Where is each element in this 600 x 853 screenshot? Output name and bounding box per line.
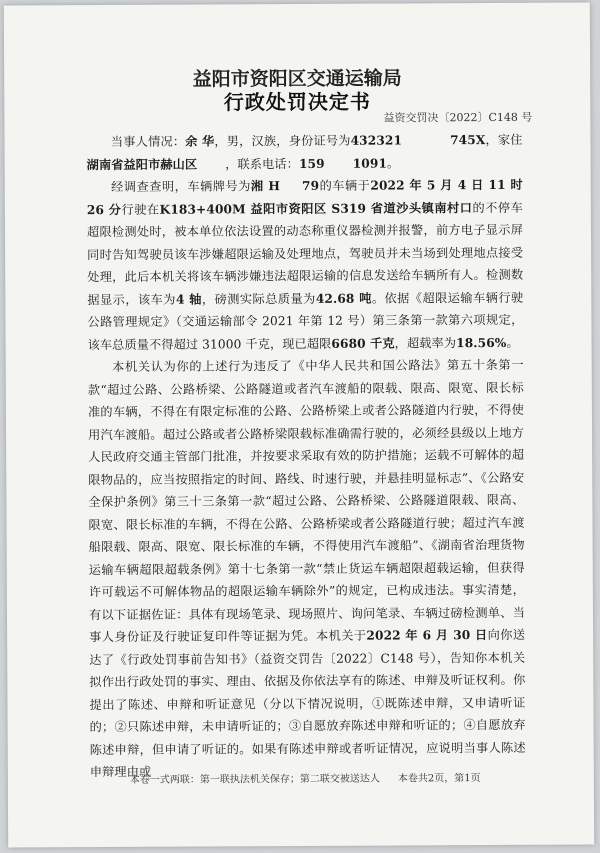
- violation-location: K183+400M 益阳市资阳区 S319 省道沙头镇南村口: [159, 200, 473, 217]
- phone-part1: 159: [298, 156, 325, 171]
- facts-text: 的车辆于: [319, 178, 371, 193]
- overload-amount: 6680 千克: [331, 335, 395, 351]
- facts-text: 。: [506, 335, 519, 350]
- legal-basis-paragraph: [88, 354, 526, 784]
- party-text: 。: [386, 155, 400, 171]
- violation-datetime: 2022 年 5 月 4 日 11 时 26 分: [86, 177, 523, 217]
- party-text: ，联系电话：: [225, 156, 299, 171]
- footer-copies-note: 本卷一式两联：第一联执法机关保存；第二联交被送达人: [129, 773, 380, 786]
- document-body: [86, 129, 525, 784]
- notice-date: 2022 年 6 月 30 日: [366, 628, 488, 643]
- document-number: 益资交罚决〔2022〕C148 号: [383, 110, 533, 125]
- party-info-paragraph: [86, 129, 522, 176]
- facts-text: ，磅测实际总质量为: [201, 291, 316, 307]
- party-label: 当事人情况：: [110, 134, 186, 149]
- party-address: 湖南省益阳市赫山区: [86, 157, 198, 172]
- id-number-part2: 745X: [450, 133, 486, 148]
- party-text: ，家住: [485, 132, 523, 148]
- document-title: 行政处罚决定书: [223, 89, 371, 115]
- plate-part2: 79: [301, 178, 320, 193]
- facts-text: 经调查查明，车辆牌号为: [111, 179, 251, 194]
- gross-weight: 42.68 吨: [315, 291, 372, 306]
- party-name: 余 华: [185, 134, 215, 149]
- overload-rate: 18.56%: [456, 335, 507, 350]
- plate-part1: 湘 H: [250, 179, 281, 194]
- facts-text: 的不停车超限检测处时，被本单位依法设置的动态称重仪器检测并报警，前方电子显示屏同时告知驾驶员该车涉嫌超限运输及处理地点，驾驶员并未当场到处理地点接受处理，此后本机关将该车辆涉嫌违法超限运输的信息发送给车辆所有人。检测数据显示，该车为: [86, 200, 524, 307]
- footer-page-number: 本卷共2页，第1页: [397, 773, 481, 785]
- facts-text: 行驶在: [121, 202, 160, 217]
- legal-text: 向你送达了《行政处罚事前告知书》（益资交罚告〔2022〕C148 号），告知你本机关拟作出行政处罚的事实、理由、依据及你依法享有的陈述、申辩及听证权利。你提出了陈述、申辩和听证意见（分以下情况说明，①既陈述申辩，又申请听证的；②只陈述申辩，未申请听证的；③自愿放弃陈述申辩和听证的；④自愿放弃陈述申辩，但申请了听证的。如果有陈述申辩或者听证情况，应说明当事人陈述申辩理由或: [89, 627, 526, 780]
- legal-text: 本机关认为你的上述行为违反了《中华人民共和国公路法》第五十条第一款“超过公路、公路桥梁、公路隧道或者汽车渡船的限载、限高、限宽、限长标准的车辆，不得在有限定标准的公路、公路桥梁上或者公路隧道内行驶，不得使用汽车渡船。超过公路或者公路桥梁限载标准确需行驶的，必须经县级以上地方人民政府交通主管部门批准，并按要求采取有效的防护措施；运载不可解体的超限物品的，应当按照指定的时间、路线、时速行驶，并悬挂明显标志”、《公路安全保护条例》第三十三条第一款“超过公路、公路桥梁、公路隧道限载、限高、限宽、限长标准的车辆，不得在公路、公路桥梁或者公路隧道行驶；超过汽车渡船限载、限高、限宽、限长标准的车辆，不得使用汽车渡船”、《湖南省治理货物运输车辆超限超载条例》第十七条第一款“禁止货运车辆超限超载运输，但获得许可载运不可解体物品的超限运输车辆除外”的规定，已构成违法。事实清楚，有以下证据佐证：具体有现场笔录、现场照片、询问笔录、车辆过磅检测单、当事人身份证及行驶证复印件等证据为凭。本机关于: [87, 357, 526, 645]
- facts-text: ，超载率为: [394, 335, 457, 350]
- investigation-paragraph: [87, 174, 524, 356]
- id-number-part1: 432321: [350, 133, 403, 148]
- facts-text: 。依据《超限运输车辆行驶公路管理规定》（交通运输部令 2021 年第 12 号）第三条第一款第六项规定，该车总质量不得超过 31000 千克，现已超限: [87, 290, 524, 352]
- party-text: ，男，汉族，身份证号为: [214, 133, 351, 149]
- axle-count: 4 轴: [175, 292, 202, 307]
- document-page: [4, 2, 594, 847]
- agency-name: 益阳市资阳区交通运输局: [192, 67, 402, 91]
- phone-part2: 1091: [352, 156, 388, 171]
